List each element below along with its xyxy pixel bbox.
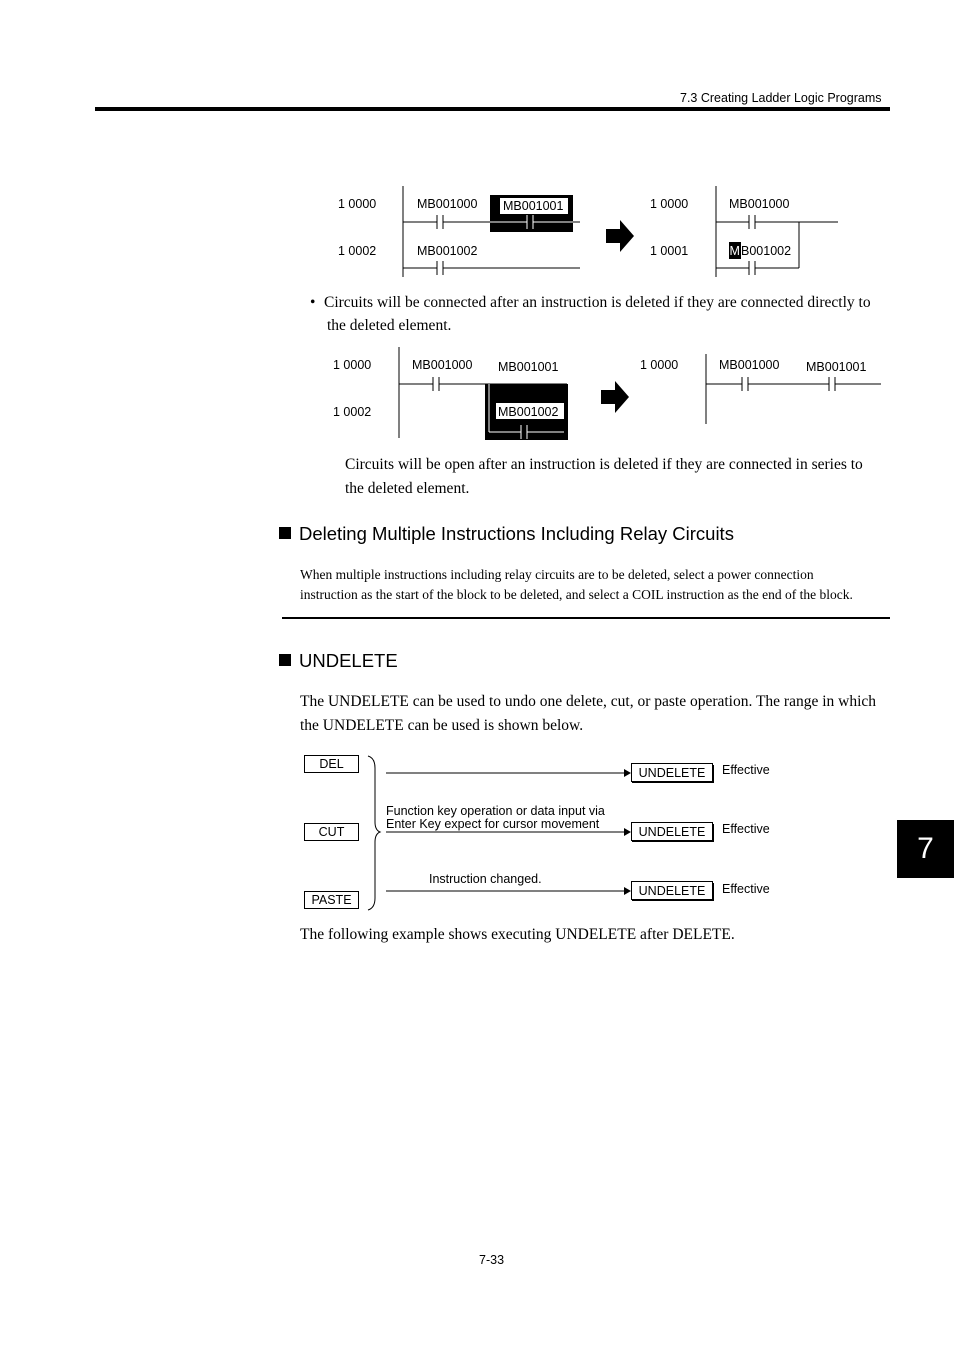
cut-label: CUT [318,825,345,839]
step-number: 1 0002 [333,405,372,419]
paragraph-line: The following example shows executing UNDELETE after DELETE. [300,926,735,943]
step-number: 1 0000 [640,358,679,372]
bullet-marker: • [310,294,316,311]
bullet-line: Circuits will be connected after an instruction is deleted if they are connected directly to [324,294,871,311]
effective-label: Effective [722,822,770,836]
curly-brace [368,756,380,910]
bullet-line: the deleted element. [327,317,452,334]
step-number: 1 0000 [650,197,689,211]
effective-label: Effective [722,882,770,896]
section-rule [282,617,890,619]
cursor-char: M [729,244,740,258]
section-heading [279,523,734,545]
right-arrow-icon [601,381,629,413]
contact-label: MB001001 [498,360,559,374]
effective-label: Effective [722,763,770,777]
step-number: 1 0002 [338,244,377,258]
right-arrow-icon [606,220,634,252]
contact-label: MB001000 [417,197,478,211]
paragraph-line: The UNDELETE can be used to undo one delete, cut, or paste operation. The range in which [300,693,877,710]
arrowhead-icon [624,887,631,895]
running-header: 7.3 Creating Ladder Logic Programs [680,91,882,105]
paragraph-line: When multiple instructions including relay circuits are to be deleted, select a power connection [300,567,814,582]
paragraph-line: instruction as the start of the block to be deleted, and select a COIL instruction as the end of the block. [300,587,853,602]
arrowhead-icon [624,769,631,777]
contact-label: B001002 [741,244,792,258]
undelete-label: UNDELETE [638,825,706,839]
contact-label: MB001002 [498,405,559,419]
contact-label: MB001002 [417,244,478,258]
paragraph-line: the UNDELETE can be used is shown below. [300,717,584,734]
step-number: 1 0001 [650,244,689,258]
del-label: DEL [319,757,344,771]
undelete-label: UNDELETE [638,884,706,898]
arrowhead-icon [624,828,631,836]
contact-label: MB001001 [806,360,867,374]
paste-label: PASTE [311,893,352,907]
chapter-tab: 7 [897,820,954,878]
square-bullet-icon [279,654,291,666]
page-number: 7-33 [479,1253,505,1267]
step-number: 1 0000 [333,358,372,372]
undelete-label: UNDELETE [638,766,706,780]
contact-label: MB001000 [729,197,790,211]
section-heading [279,650,398,672]
contact-label: MB001000 [719,358,780,372]
step-number: 1 0000 [338,197,377,211]
note-line: Instruction changed. [429,872,542,886]
contact-label: MB001000 [412,358,473,372]
note-line: Enter Key expect for cursor movement [386,817,600,831]
paragraph-line: the deleted element. [345,480,470,497]
section-heading-text: UNDELETE [299,650,398,671]
paragraph-line: Circuits will be open after an instruction is deleted if they are connected in series to [345,456,863,473]
contact-label: MB001001 [503,199,564,213]
square-bullet-icon [279,527,291,539]
note-line: Function key operation or data input via [386,804,605,818]
section-heading-text: Deleting Multiple Instructions Including Relay Circuits [299,523,734,544]
